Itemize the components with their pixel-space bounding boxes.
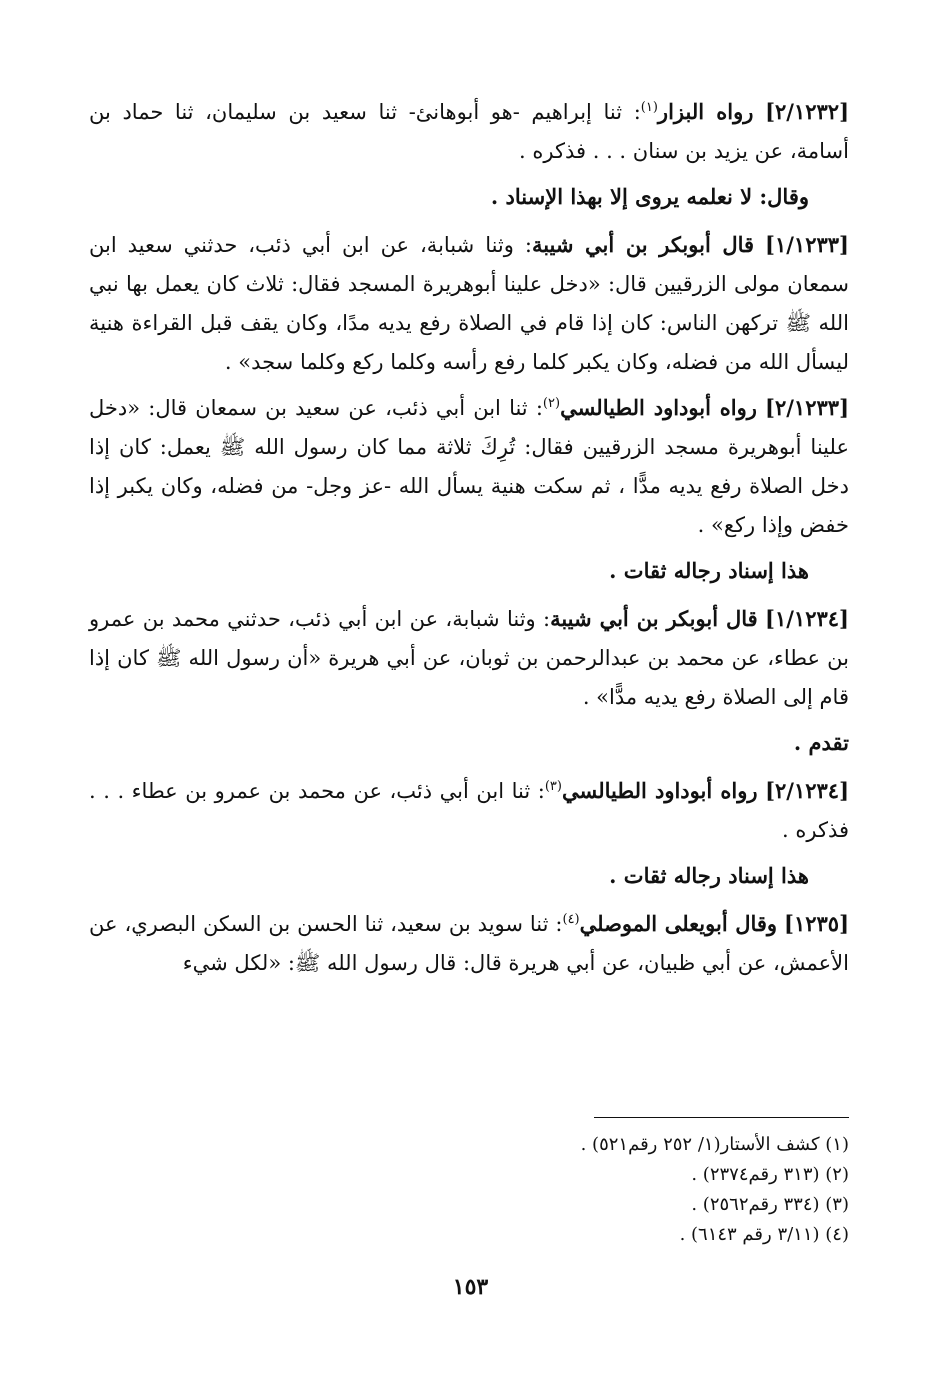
hadith-source: رواه أبوداود الطيالسي — [561, 778, 758, 803]
hadith-paragraph — [89, 92, 849, 171]
footnote-marker: (٣) — [544, 779, 562, 794]
hadith-text: : ثنا ابن أبي ذئب، عن محمد بن عمرو بن عطاء . . . فذكره . — [89, 779, 849, 842]
footnote-separator — [594, 1117, 849, 1118]
hadith-text: : وثنا شبابة، عن ابن أبي ذئب، حدثني سعيد ابن سمعان مولى الزرقيين قال: «دخل علينا أبوهريرة المسجد فقال: ثلاث كان يعمل بها نبي الله ﷺ تركهن الناس: كان إذا قام في الصلاة رفع يديه مدًا، وكان يقف قبل القراءة هنية ليسأل الله من فضله، وكان يكبر كلما رفع رأسه وكلما ركع وكلما سجد» . — [89, 233, 849, 374]
hadith-ref: [١٢٣٥] — [784, 911, 849, 936]
hadith-text: : وثنا شبابة، عن ابن أبي ذئب، حدثني محمد بن عمرو بن عطاء، عن محمد بن عبدالرحمن بن ثوبان، عن أبي هريرة «أن رسول الله ﷺ كان إذا قام إلى الصلاة رفع يديه مدًّا» . — [89, 607, 849, 709]
footnote-item: (٣) (٣٣٤ رقم٢٥٦٢) . — [691, 1194, 849, 1215]
hadith-source: رواه البزار — [657, 99, 754, 124]
hadith-text: : ثنا ابن أبي ذئب، عن سعيد بن سمعان قال: «دخل علينا أبوهريرة مسجد الزرقيين فقال: تُرِكَ ثلاثة مما كان رسول الله ﷺ يعمل: كان إذا دخل الصلاة رفع يديه مدًّا ، ثم سكت هنية يسأل الله -عز وجل- من فضله، وكان يكبر إذا خفض وإذا ركع» . — [89, 396, 849, 537]
hadith-source: قال أبوبكر بن أبي شيبة — [531, 232, 755, 257]
hadith-paragraph — [89, 771, 849, 850]
main-text — [89, 92, 849, 989]
hadith-source: وقال أبويعلى الموصلي — [579, 911, 778, 936]
footnote-item: (٤) (٣/١١ رقم ٦١٤٣) . — [679, 1224, 849, 1245]
hadith-paragraph — [89, 225, 849, 382]
footnotes — [449, 1130, 849, 1250]
short-note-paragraph — [89, 723, 849, 763]
comment-paragraph — [89, 856, 849, 896]
hadith-source: رواه أبوداود الطيالسي — [560, 395, 757, 420]
footnote-item: (١) كشف الأستار(١/ ٢٥٢ رقم٥٢١) . — [580, 1134, 849, 1155]
hadith-paragraph — [89, 599, 849, 717]
hadith-text: : ثنا سويد بن سعيد، ثنا الحسن بن السكن البصري، عن الأعمش، عن أبي ظبيان، عن أبي هريرة قال: قال رسول الله ﷺ: «لكل شيء — [89, 912, 849, 975]
comment-text: هذا إسناد رجاله ثقات . — [609, 863, 809, 888]
hadith-source: قال أبوبكر بن أبي شيبة — [550, 606, 758, 631]
footnote-marker: (١) — [640, 100, 658, 115]
footnote-marker: (٢) — [542, 396, 561, 411]
short-note-text: تقدم . — [793, 730, 849, 755]
hadith-ref: [٢/١٢٣٤] — [765, 778, 850, 803]
comment-text: وقال: لا نعلمه يروى إلا بهذا الإسناد . — [490, 184, 809, 209]
hadith-ref: [٢/١٢٣٢] — [765, 99, 850, 124]
footnote-item: (٢) (٣١٣ رقم٢٣٧٤) . — [691, 1164, 849, 1185]
hadith-paragraph — [89, 904, 849, 983]
comment-paragraph — [89, 551, 849, 591]
hadith-ref: [٢/١٢٣٣] — [765, 395, 849, 420]
comment-paragraph — [89, 177, 849, 217]
hadith-ref: [١/١٢٣٣] — [765, 232, 849, 257]
footnote-marker: (٤) — [562, 912, 580, 927]
page-number: ١٥٣ — [452, 1274, 489, 1300]
comment-text: هذا إسناد رجاله ثقات . — [609, 558, 809, 583]
hadith-ref: [١/١٢٣٤] — [765, 606, 849, 631]
hadith-text: : ثنا إبراهيم -هو أبوهانئ- ثنا سعيد بن سليمان، ثنا حماد بن أسامة، عن يزيد بن سنان . . . فذكره . — [89, 100, 849, 163]
hadith-paragraph — [89, 388, 849, 545]
